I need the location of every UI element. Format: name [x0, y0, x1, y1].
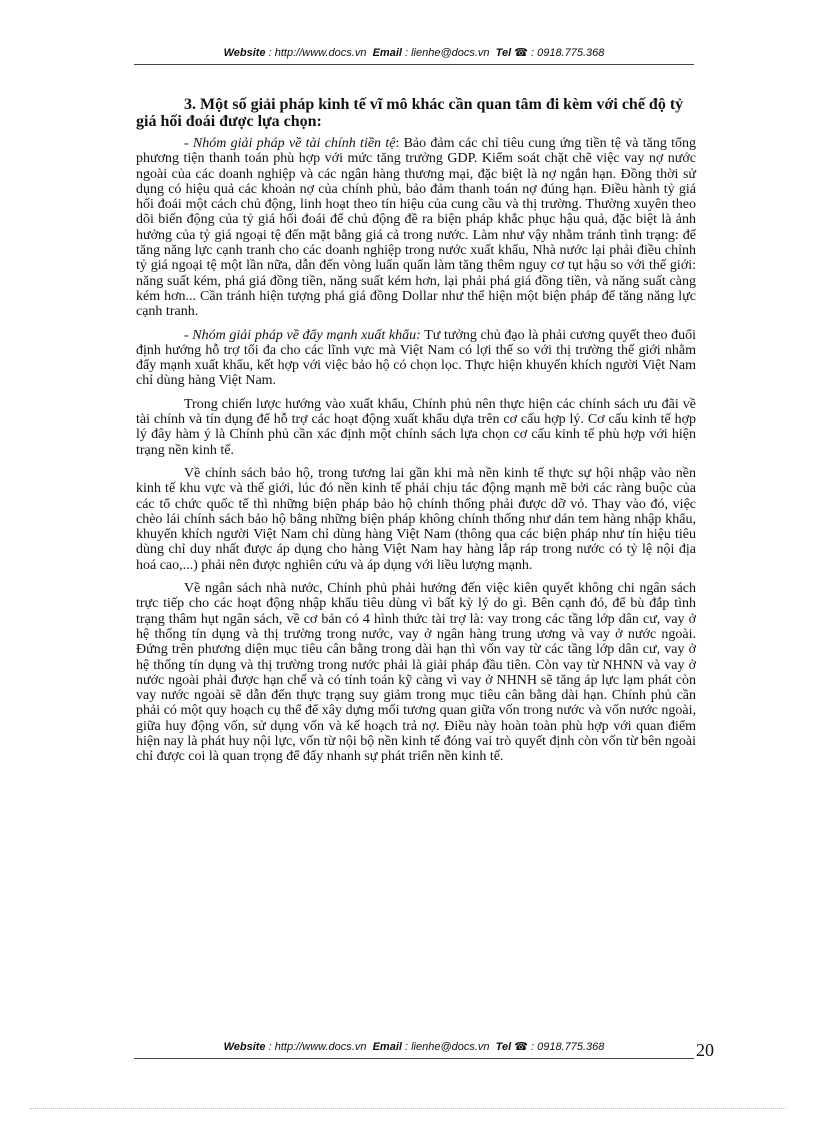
paragraph — [136, 136, 696, 320]
footer-email-label: Email — [372, 1041, 402, 1053]
paragraph-text: Về ngân sách nhà nước, Chính phủ phải hướng đến việc kiên quyết không chi ngân sách trực tiếp cho các hoạt động nhập khẩu tiêu dùng vì bất kỳ lý do gì. Bên cạnh đó, để bù đắp tình trạng thâm hụt ngân sách, về cơ bản có 4 hình thức tài trợ là: vay trong các tầng lớp dân cư, vay ở hệ thống tín dụng và thị trường trong nước, vay ở ngân hàng trung ương và vay ở nước ngoài. Đứng trên phương diện mục tiêu cân bằng trong dài hạn thì vốn vay từ các tầng lớp dân cư, vay ở hệ thống tín dụng và thị trường trong nước phải là giải pháp đầu tiên. Còn vay từ NHNN và vay ở nước ngoài phải được hạn chế và có tính toán kỹ càng vì vay ở NHNH sẽ tăng áp lực lạm phát còn vay nước ngoài sẽ dẫn đến thực trạng suy giảm trong mục tiêu cân bằng dài hạn. Chính phủ cần phải có một quy hoạch cụ thể để xây dựng mối tương quan giữa vốn trong nước và vốn nước ngoài, giữa huy động vốn, sử dụng vốn và kế hoạch trả nợ. Điều này hoàn toàn phù hợp với quan điểm hiện nay là phát huy nội lực, vốn từ nội bộ nền kinh tế đóng vai trò quyết định còn vốn từ bên ngoài chỉ được coi là quan trọng để đẩy nhanh sự phát triển nền kinh tế. — [136, 581, 696, 765]
page-footer — [134, 1040, 714, 1059]
paragraph-text: Về chính sách bảo hộ, trong tương lai gần khi mà nền kinh tế thực sự hội nhập vào nền kinh tế khu vực và thế giới, lúc đó nền kinh tế phải chịu tác động mạnh mẽ bởi các ràng buộc của các tổ chức quốc tế thì những biện pháp bảo hộ chính thống phải được dỡ vỏ. Thay vào đó, việc chèo lái chính sách bảo hộ bằng những biện pháp không chính thống như dán tem hàng nhập khẩu, khuyến khích người Việt Nam chỉ dùng hàng Việt Nam (thông qua các biện pháp như tín hiệu tiêu dùng chỉ duy nhất được áp dụng cho hàng Việt Nam hay hàng lắp ráp trong nước có tỷ lệ nội địa hoá cao,...) phải nên được nghiên cứu và áp dụng với liều lượng mạnh. — [136, 465, 696, 573]
phone-icon: ☎ — [514, 1041, 528, 1053]
paragraph — [136, 581, 696, 765]
header-email-link[interactable]: : lienhe@docs.vn — [405, 47, 490, 59]
header-website-label: Website — [223, 47, 266, 59]
phone-icon: ☎ — [514, 47, 528, 59]
paragraph — [136, 397, 696, 458]
paragraph-text: Trong chiến lược hướng vào xuất khẩu, Chính phủ nên thực hiện các chính sách ưu đãi về tài chính và tín dụng để hỗ trợ các hoạt động xuất khẩu dựa trên cơ cấu hợp lý. Cơ cấu kinh tế hợp lý đây hàm ý là Chính phủ cần xác định một chính sách lựa chọn cơ cấu kinh tế phù hợp với hiện trạng nền kinh tế. — [136, 396, 696, 458]
section-heading: 3. Một số giải pháp kinh tế vĩ mô khác cần quan tâm đi kèm với chế độ tỷ giá hối đoái được lựa chọn: — [136, 96, 684, 130]
page-header — [134, 46, 694, 65]
footer-tel-value: : 0918.775.368 — [531, 1041, 605, 1053]
header-tel-value: : 0918.775.368 — [531, 47, 605, 59]
paragraph — [136, 328, 696, 389]
footer-tel-label: Tel — [495, 1041, 512, 1053]
page-bottom-divider — [30, 1108, 786, 1109]
header-tel-label: Tel — [495, 47, 512, 59]
paragraph — [136, 466, 696, 573]
paragraph-text: Tư tưởng chủ đạo là phải cương quyết theo đuổi định hướng hỗ trợ tối đa cho các lĩnh vực mà Việt Nam có lợi thế so với thị trường thế giới nhằm đẩy mạnh xuất khẩu, kết hợp với việc bảo hộ có chọn lọc. Thực hiện khuyến khích người Việt Nam chỉ dùng hàng Việt Nam. — [136, 327, 696, 389]
header-email-label: Email — [372, 47, 402, 59]
paragraph-lead: - Nhóm giải pháp về đẩy mạnh xuất khẩu: — [184, 327, 421, 343]
footer-email-link[interactable]: : lienhe@docs.vn — [405, 1041, 490, 1053]
footer-website-link[interactable]: : http://www.docs.vn — [268, 1041, 367, 1053]
paragraph-lead: - Nhóm giải pháp về tài chính tiền tệ — [184, 136, 396, 151]
footer-website-label: Website — [223, 1041, 266, 1053]
paragraph-text: : Bảo đảm các chỉ tiêu cung ứng tiền tệ và tăng tổng phương tiện thanh toán phù hợp với mức tăng trưởng GDP. Kiểm soát chặt chẽ việc vay nợ nước ngoài của các doanh nghiệp và các ngân hàng thương mại, đặc biệt là nợ ngắn hạn. Đồng thời sử dụng có hiệu quả các khoản nợ của chính phủ, bảo đảm thanh toán nợ đúng hạn. Điều hành tỷ giá hối đoái một cách chủ động, linh hoạt theo tín hiệu của cung cầu và thị trường. Thường xuyên theo dõi biến động của tỷ giá hối đoái để chủ động đề ra biện pháp khắc phục hậu quả, đặc biệt là ảnh hưởng của tỷ giá ngoại tệ đến mặt bằng giá cả trong nước. Làm như vậy nhằm tránh tình trạng: để tăng năng lực cạnh tranh cho các doanh nghiệp trong nước xuất khẩu, Nhà nước lại phải điều chỉnh tỷ giá ngoại tệ một lần nữa, dẫn đến vòng luẩn quẩn làm tăng thêm nguy cơ tụt hậu so với thế giới: năng suất kém, phá giá đồng tiền, năng suất kém hơn, lại phải phá giá đồng tiền, và năng suất càng kém hơn... Cần tránh hiện tượng phá giá đồng Dollar như thể hiện một biện pháp để tăng năng lực cạnh tranh. — [136, 136, 696, 320]
header-website-link[interactable]: : http://www.docs.vn — [268, 47, 367, 59]
page-number: 20 — [696, 1040, 714, 1060]
document-body — [136, 96, 696, 773]
